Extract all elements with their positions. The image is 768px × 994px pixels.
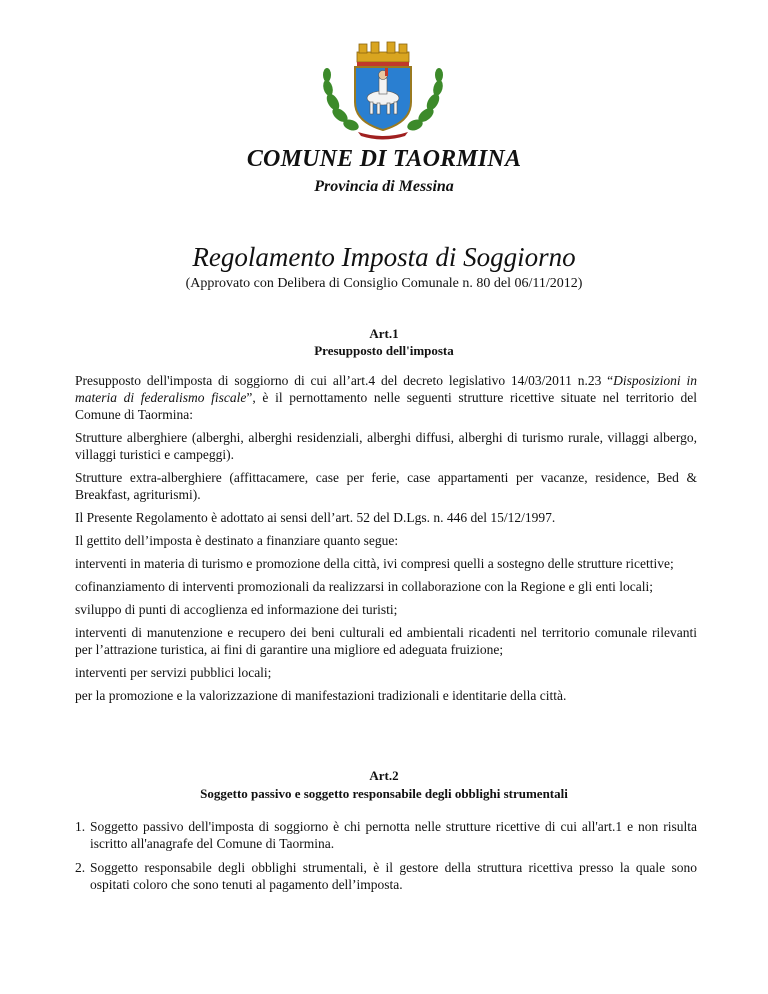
art1-number: Art.1: [369, 326, 399, 341]
art1-paragraph: Il gettito dell’imposta è destinato a finanziare quanto segue:: [75, 533, 399, 548]
art2-number: Art.2: [369, 768, 399, 783]
list-item-number: 2.: [75, 860, 86, 875]
art1-paragraph: cofinanziamento di interventi promozionali da realizzarsi in collaborazione con la Regione e gli enti locali;: [75, 579, 654, 594]
art1-paragraph: Il Presente Regolamento è adottato ai sensi dell’art. 52 del D.Lgs. n. 446 del 15/12/1997.: [75, 510, 556, 525]
list-item-text: Soggetto passivo dell'imposta di soggiorno è chi pernotta nelle strutture ricettive di cui all'art.1 e non risulta iscritto all'anagrafe del Comune di Taormina.: [90, 819, 697, 851]
list-item: [75, 818, 697, 852]
list-item-number: 1.: [75, 819, 86, 834]
art1-paragraph: interventi di manutenzione e recupero dei beni culturali ed ambientali ricadenti nel territorio comunale rilevanti per l’attrazione turistica, ai fini di garantire una migliore ed adeguata fruizione;: [75, 625, 697, 657]
art1-intro-italic: Disposizioni in materia di federalismo fiscale: [75, 373, 697, 405]
list-item-text: Soggetto responsabile degli obblighi strumentali, è il gestore della struttura ricettiva presso la quale sono ospitati coloro che sono tenuti al pagamento dell’imposta.: [90, 860, 697, 892]
art2-list: [75, 818, 697, 900]
crown: [357, 42, 409, 62]
art1-paragraph: Strutture extra-alberghiere (affittacamere, case per ferie, case appartamenti per vacanze, residence, Bed & Breakfast, agriturismi).: [75, 470, 697, 502]
art1-paragraph: interventi in materia di turismo e promozione della città, ivi compresi quelli a sostegno delle strutture ricettive;: [75, 556, 674, 571]
art1-heading: Presupposto dell'imposta: [314, 343, 454, 358]
province-name: Provincia di Messina: [314, 178, 454, 195]
list-item: [75, 859, 697, 893]
municipality-name: COMUNE DI TAORMINA: [246, 146, 522, 172]
art1-paragraph: interventi per servizi pubblici locali;: [75, 665, 272, 680]
coat-of-arms-icon: [313, 40, 453, 140]
approval-note: (Approvato con Delibera di Consiglio Comunale n. 80 del 06/11/2012): [185, 276, 583, 291]
art1-paragraph: per la promozione e la valorizzazione di manifestazioni tradizionali e identitarie della città.: [75, 688, 567, 703]
art1-intro: Presupposto dell'imposta di soggiorno di cui all’art.4 del decreto legislativo 14/03/2011 n.23 “Disposizioni in materia di federalismo fiscale”, è il pernottamento nelle seguenti strutture ricettive situate nel territorio del Comune di Taormina:: [75, 373, 697, 422]
regulation-title: Regolamento Imposta di Soggiorno: [192, 242, 576, 272]
art2-heading: Soggetto passivo e soggetto responsabile degli obblighi strumentali: [200, 786, 568, 801]
art1-paragraph: Strutture alberghiere (alberghi, alberghi residenziali, alberghi diffusi, alberghi di turismo rurale, villaggi albergo, villaggi turistici e campeggi).: [75, 430, 697, 462]
art1-body: [75, 372, 697, 710]
art1-paragraph: sviluppo di punti di accoglienza ed informazione dei turisti;: [75, 602, 398, 617]
